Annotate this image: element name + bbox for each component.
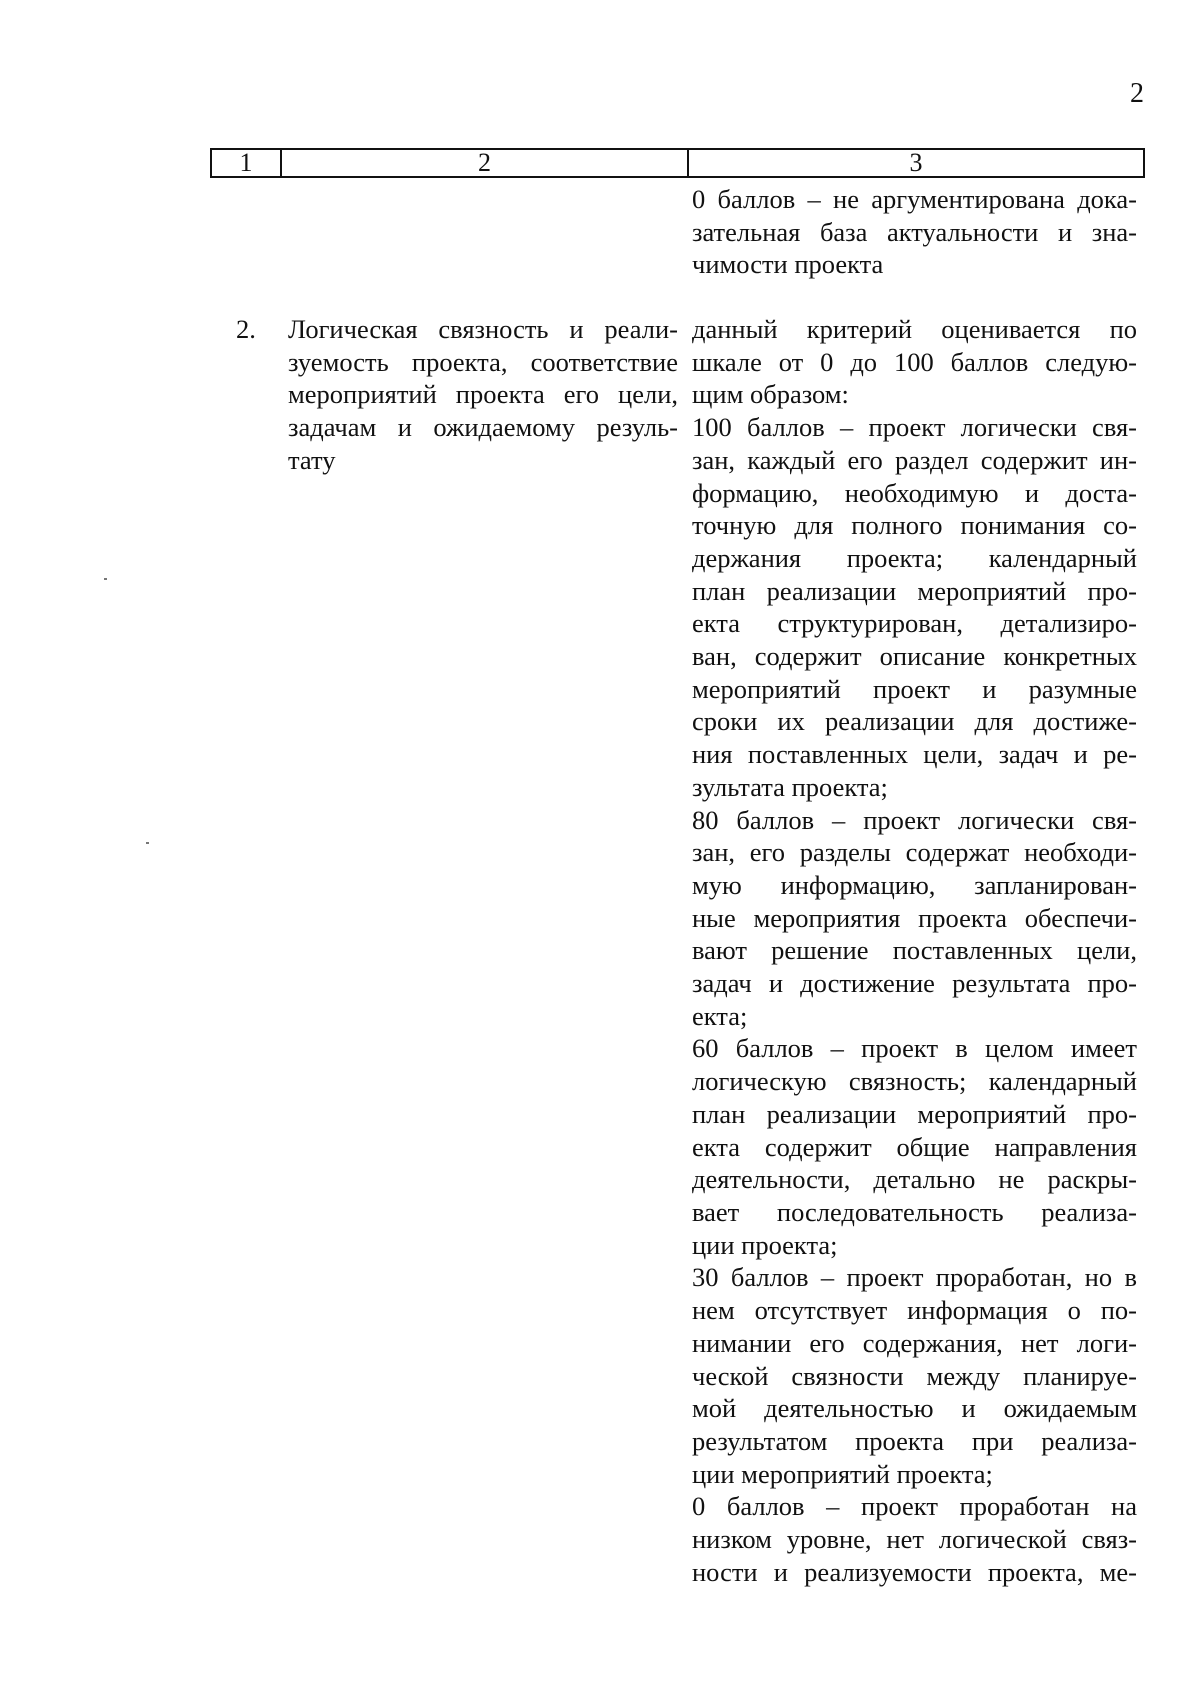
text-line: вают решение поставленных цели, xyxy=(692,935,1137,966)
text-line: вает последовательность реализа- xyxy=(692,1196,1137,1227)
text-line: екта структурирован, детализиро- xyxy=(692,608,1137,639)
text-line: задачам и ожидаемому резуль- xyxy=(288,412,678,443)
text-line: формацию, необходимую и доста- xyxy=(692,477,1137,508)
text-line: Логическая связность и реали- xyxy=(288,314,678,344)
text-line: зательная база актуальности и зна- xyxy=(692,216,1137,247)
text-line: зан, его разделы содержат необходи- xyxy=(692,837,1137,868)
text-line: ческой связности между планируе- xyxy=(692,1360,1137,1391)
text-line: мероприятий проекта его цели, xyxy=(288,379,678,410)
header-cell-3: 3 xyxy=(909,148,923,177)
text-line: мероприятий проект и разумные xyxy=(692,673,1137,704)
text-line: тату xyxy=(288,444,336,475)
text-line: план реализации мероприятий про- xyxy=(692,1098,1137,1129)
text-line: точную для полного понимания со- xyxy=(692,510,1137,541)
header-cell-1: 1 xyxy=(212,150,282,176)
text-line: 80 баллов – проект логически свя- xyxy=(692,804,1137,835)
text-line: деятельности, детально не раскры- xyxy=(692,1164,1137,1195)
text-line: 60 баллов – проект в целом имеет xyxy=(692,1033,1137,1064)
text-line: 0 баллов – проект проработан на xyxy=(692,1491,1137,1522)
text-line: ции мероприятий проекта; xyxy=(692,1458,993,1489)
text-line: 100 баллов – проект логически свя- xyxy=(692,412,1137,443)
text-line: план реализации мероприятий про- xyxy=(692,575,1137,606)
row-number: 2. xyxy=(236,314,256,344)
text-line: задач и достижение результата про- xyxy=(692,968,1137,999)
text-line: ния поставленных цели, задач и ре- xyxy=(692,739,1137,770)
text-line: нем отсутствует информация о по- xyxy=(692,1295,1137,1326)
text-line: ции проекта; xyxy=(692,1229,838,1260)
scan-speck xyxy=(146,842,149,844)
text-line: мую информацию, запланирован- xyxy=(692,869,1137,900)
scoring-cell xyxy=(692,313,1137,1588)
text-line: щим образом: xyxy=(692,379,849,410)
text-line: зуемость проекта, соответствие xyxy=(288,346,678,377)
text-line: ван, содержит описание конкретных xyxy=(692,641,1137,672)
text-line: чимости проекта xyxy=(692,249,884,280)
text-line: 0 баллов – не аргументирована дока- xyxy=(692,184,1137,214)
table-header-row xyxy=(210,148,1145,178)
text-line: мой деятельностью и ожидаемым xyxy=(692,1393,1137,1424)
scan-speck xyxy=(104,578,107,580)
text-line: логическую связность; календарный xyxy=(692,1066,1137,1097)
text-line: зан, каждый его раздел содержит ин- xyxy=(692,444,1137,475)
text-line: сроки их реализации для достиже- xyxy=(692,706,1137,737)
page-number: 2 xyxy=(1130,78,1144,109)
text-line: шкале от 0 до 100 баллов следую- xyxy=(692,346,1137,377)
text-line: низком уровне, нет логической связ- xyxy=(692,1524,1137,1555)
text-line: 30 баллов – проект проработан, но в xyxy=(692,1262,1137,1293)
criterion-cell xyxy=(288,313,678,477)
text-line: нимании его содержания, нет логи- xyxy=(692,1327,1137,1358)
text-line: ности и реализуемости проекта, ме- xyxy=(692,1556,1137,1587)
header-cell-2: 2 xyxy=(282,150,689,176)
text-line: данный критерий оценивается по xyxy=(692,314,1137,344)
text-line: зультата проекта; xyxy=(692,771,888,802)
text-line: екта содержит общие направления xyxy=(692,1131,1137,1162)
text-line: ные мероприятия проекта обеспечи- xyxy=(692,902,1137,933)
text-line: результатом проекта при реализа- xyxy=(692,1425,1137,1456)
text-line: екта; xyxy=(692,1000,748,1031)
text-line: держания проекта; календарный xyxy=(692,542,1137,573)
previous-row-continuation xyxy=(692,183,1137,281)
